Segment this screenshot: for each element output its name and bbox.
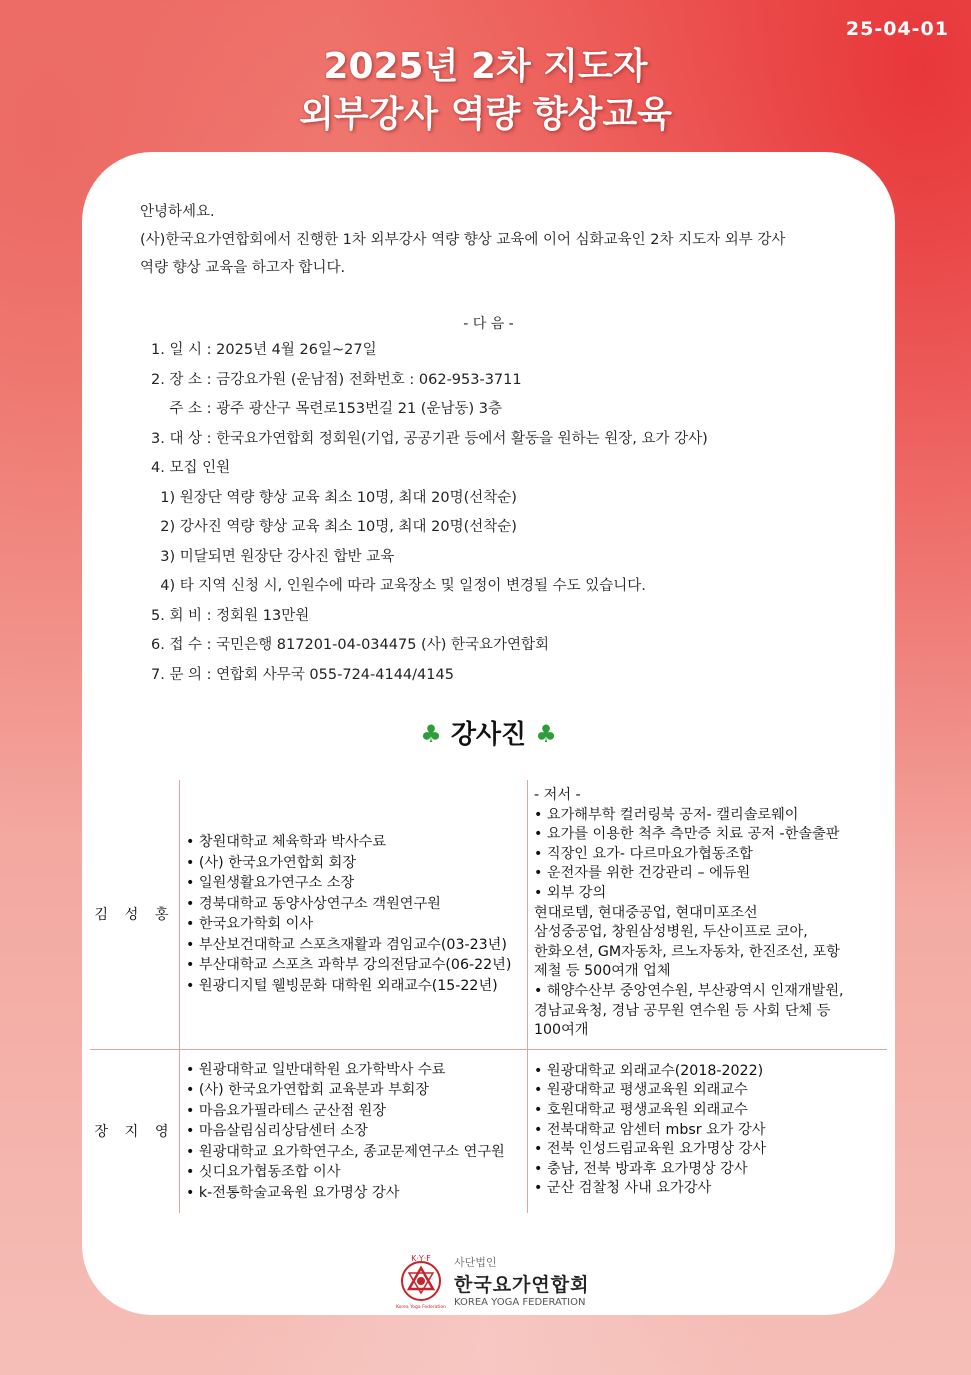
- detail-item: 1. 일 시 : 2025년 4월 26일~27일: [151, 342, 377, 358]
- extra-line: 100여개: [534, 1022, 589, 1039]
- extra-line: 삼성중공업, 창원삼성병원, 두산이프로 코아,: [534, 924, 808, 941]
- career-line: • 부산대학교 스포츠 과학부 강의전담교수(06-22년): [186, 957, 512, 974]
- career-line: • 마음요가필라테스 군산점 원장: [186, 1102, 387, 1119]
- intro-line: 안녕하세요.: [140, 204, 215, 220]
- extra-line: • 호원대학교 평생교육원 외래교수: [534, 1102, 748, 1119]
- extra-line: • 군산 검찰청 사내 요가강사: [534, 1180, 712, 1197]
- instructors-heading-text: 강사진: [450, 720, 527, 750]
- extra-line: • 외부 강의: [534, 884, 607, 901]
- federation-logo: [394, 1252, 594, 1312]
- extra-line: • 요가해부학 컬러링북 공저- 캘리솔로웨이: [534, 806, 799, 823]
- content-card: [82, 152, 895, 1315]
- detail-item: 주 소 : 광주 광산구 목련로153번길 21 (운남동) 3층: [151, 401, 502, 417]
- career-line: • k-전통학술교육원 요가명상 강사: [186, 1184, 400, 1201]
- detail-item: 1) 원장단 역량 향상 교육 최소 10명, 최대 20명(선착순): [151, 489, 517, 506]
- clover-icon: ♣: [420, 720, 442, 748]
- career-line: • 부산보건대학교 스포츠재활과 겸임교수(03-23년): [186, 936, 507, 953]
- career-line: • 마음살림심리상담센터 소장: [186, 1123, 368, 1140]
- intro-paragraph: [140, 198, 860, 282]
- career-line: • (사) 한국요가연합회 교육분과 부회장: [186, 1082, 430, 1099]
- career-line: • 원광디지털 웰빙문화 대학원 외래교수(15-22년): [186, 977, 498, 994]
- extra-line: • 직장인 요가- 다르마요가협동조합: [534, 845, 753, 862]
- detail-item: 3. 대 상 : 한국요가연합회 정회원(기업, 공공기관 등에서 활동을 원하는 원장, 요가 강사): [151, 430, 708, 447]
- logo-small-text: 사단법인: [454, 1256, 497, 1269]
- instructor-name: 장 지 영: [94, 1124, 175, 1141]
- detail-item: 3) 미달되면 원장단 강사진 합반 교육: [151, 548, 395, 565]
- detail-item: 2. 장 소 : 금강요가원 (운남점) 전화번호 : 062-953-3711: [151, 371, 522, 388]
- career-line: • 원광대학교 일반대학원 요가학박사 수료: [186, 1061, 446, 1078]
- extra-line: • 해양수산부 중앙연수원, 부산광역시 인재개발원,: [534, 982, 844, 999]
- instructor-career: [180, 780, 528, 1049]
- career-line: • (사) 한국요가연합회 회장: [186, 854, 357, 871]
- extra-line: 한화오션, GM자동차, 르노자동차, 한진조선, 포항: [534, 943, 841, 960]
- detail-item: 7. 문 의 : 연합회 사무국 055-724-4144/4145: [151, 666, 454, 683]
- career-line: • 한국요가학회 이사: [186, 916, 314, 933]
- extra-line: 제철 등 500여개 업체: [534, 963, 671, 980]
- extra-line: • 전북대학교 암센터 mbsr 요가 강사: [534, 1121, 766, 1138]
- logo-english: KOREA YOGA FEDERATION: [454, 1297, 586, 1308]
- detail-item: 5. 회 비 : 정회원 13만원: [151, 607, 310, 624]
- page-title-line2: 외부강사 역량 향상교육: [299, 94, 672, 135]
- career-line: • 싯디요가협동조합 이사: [186, 1164, 341, 1181]
- extra-line: • 충남, 전북 방과후 요가명상 강사: [534, 1160, 748, 1177]
- instructors-heading: [82, 714, 895, 751]
- career-line: • 일원생활요가연구소 소장: [186, 875, 355, 892]
- extra-line: • 요가를 이용한 척추 측만증 치료 공저 -한솔출판: [534, 826, 840, 843]
- instructor-career: [180, 1049, 528, 1213]
- extra-line: • 전북 인성드림교육원 요가명상 강사: [534, 1141, 766, 1158]
- extra-line: • 원광대학교 평생교육원 외래교수: [534, 1082, 748, 1099]
- emblem-ring-text: Korea Yoga Federation: [395, 1305, 447, 1310]
- instructor-row: [90, 1049, 887, 1213]
- clover-icon: ♣: [535, 720, 557, 748]
- emblem-text: K·Y·F: [411, 1254, 431, 1263]
- detail-item: 6. 접 수 : 국민은행 817201-04-034475 (사) 한국요가연합회: [151, 637, 550, 653]
- instructor-extra: [528, 1049, 888, 1213]
- federation-logo-text: [454, 1254, 589, 1308]
- details-list: [151, 338, 871, 692]
- detail-item: 4) 타 지역 신청 시, 인원수에 따라 교육장소 및 일정이 변경될 수도 있습니다.: [151, 578, 646, 594]
- instructor-extra: [528, 780, 888, 1049]
- detail-item: 4. 모집 인원: [151, 460, 231, 476]
- document-number: 25-04-01: [845, 18, 949, 40]
- extra-line: 현대로템, 현대중공업, 현대미포조선: [534, 904, 758, 921]
- career-line: • 경북대학교 동양사상연구소 객원연구원: [186, 895, 441, 912]
- detail-item: 2) 강사진 역량 향상 교육 최소 10명, 최대 20명(선착순): [151, 519, 517, 535]
- intro-line: (사)한국요가연합회에서 진행한 1차 외부강사 역량 향상 교육에 이어 심화교육인 2차 지도자 외부 강사: [140, 232, 786, 248]
- career-line: • 창원대학교 체육학과 박사수료: [186, 834, 387, 851]
- extra-line: • 운전자를 위한 건강관리 – 에듀원: [534, 865, 751, 882]
- instructor-name: 김 성 홍: [90, 780, 180, 1049]
- extra-line: • 원광대학교 외래교수(2018-2022): [534, 1062, 764, 1079]
- intro-line: 역량 향상 교육을 하고자 합니다.: [140, 260, 346, 276]
- instructors-table: [90, 780, 887, 1213]
- federation-emblem-icon: [394, 1252, 448, 1310]
- extra-line: - 저서 -: [534, 787, 581, 803]
- logo-name: 한국요가연합회: [454, 1274, 590, 1296]
- extra-line: 경남교육청, 경남 공무원 연수원 등 사회 단체 등: [534, 1002, 831, 1019]
- career-line: • 원광대학교 요가학연구소, 종교문제연구소 연구원: [186, 1143, 505, 1160]
- section-divider-label: - 다 음 -: [463, 316, 514, 332]
- instructor-row: [90, 780, 887, 1049]
- page-title-line1: 2025년 2차 지도자: [323, 46, 648, 87]
